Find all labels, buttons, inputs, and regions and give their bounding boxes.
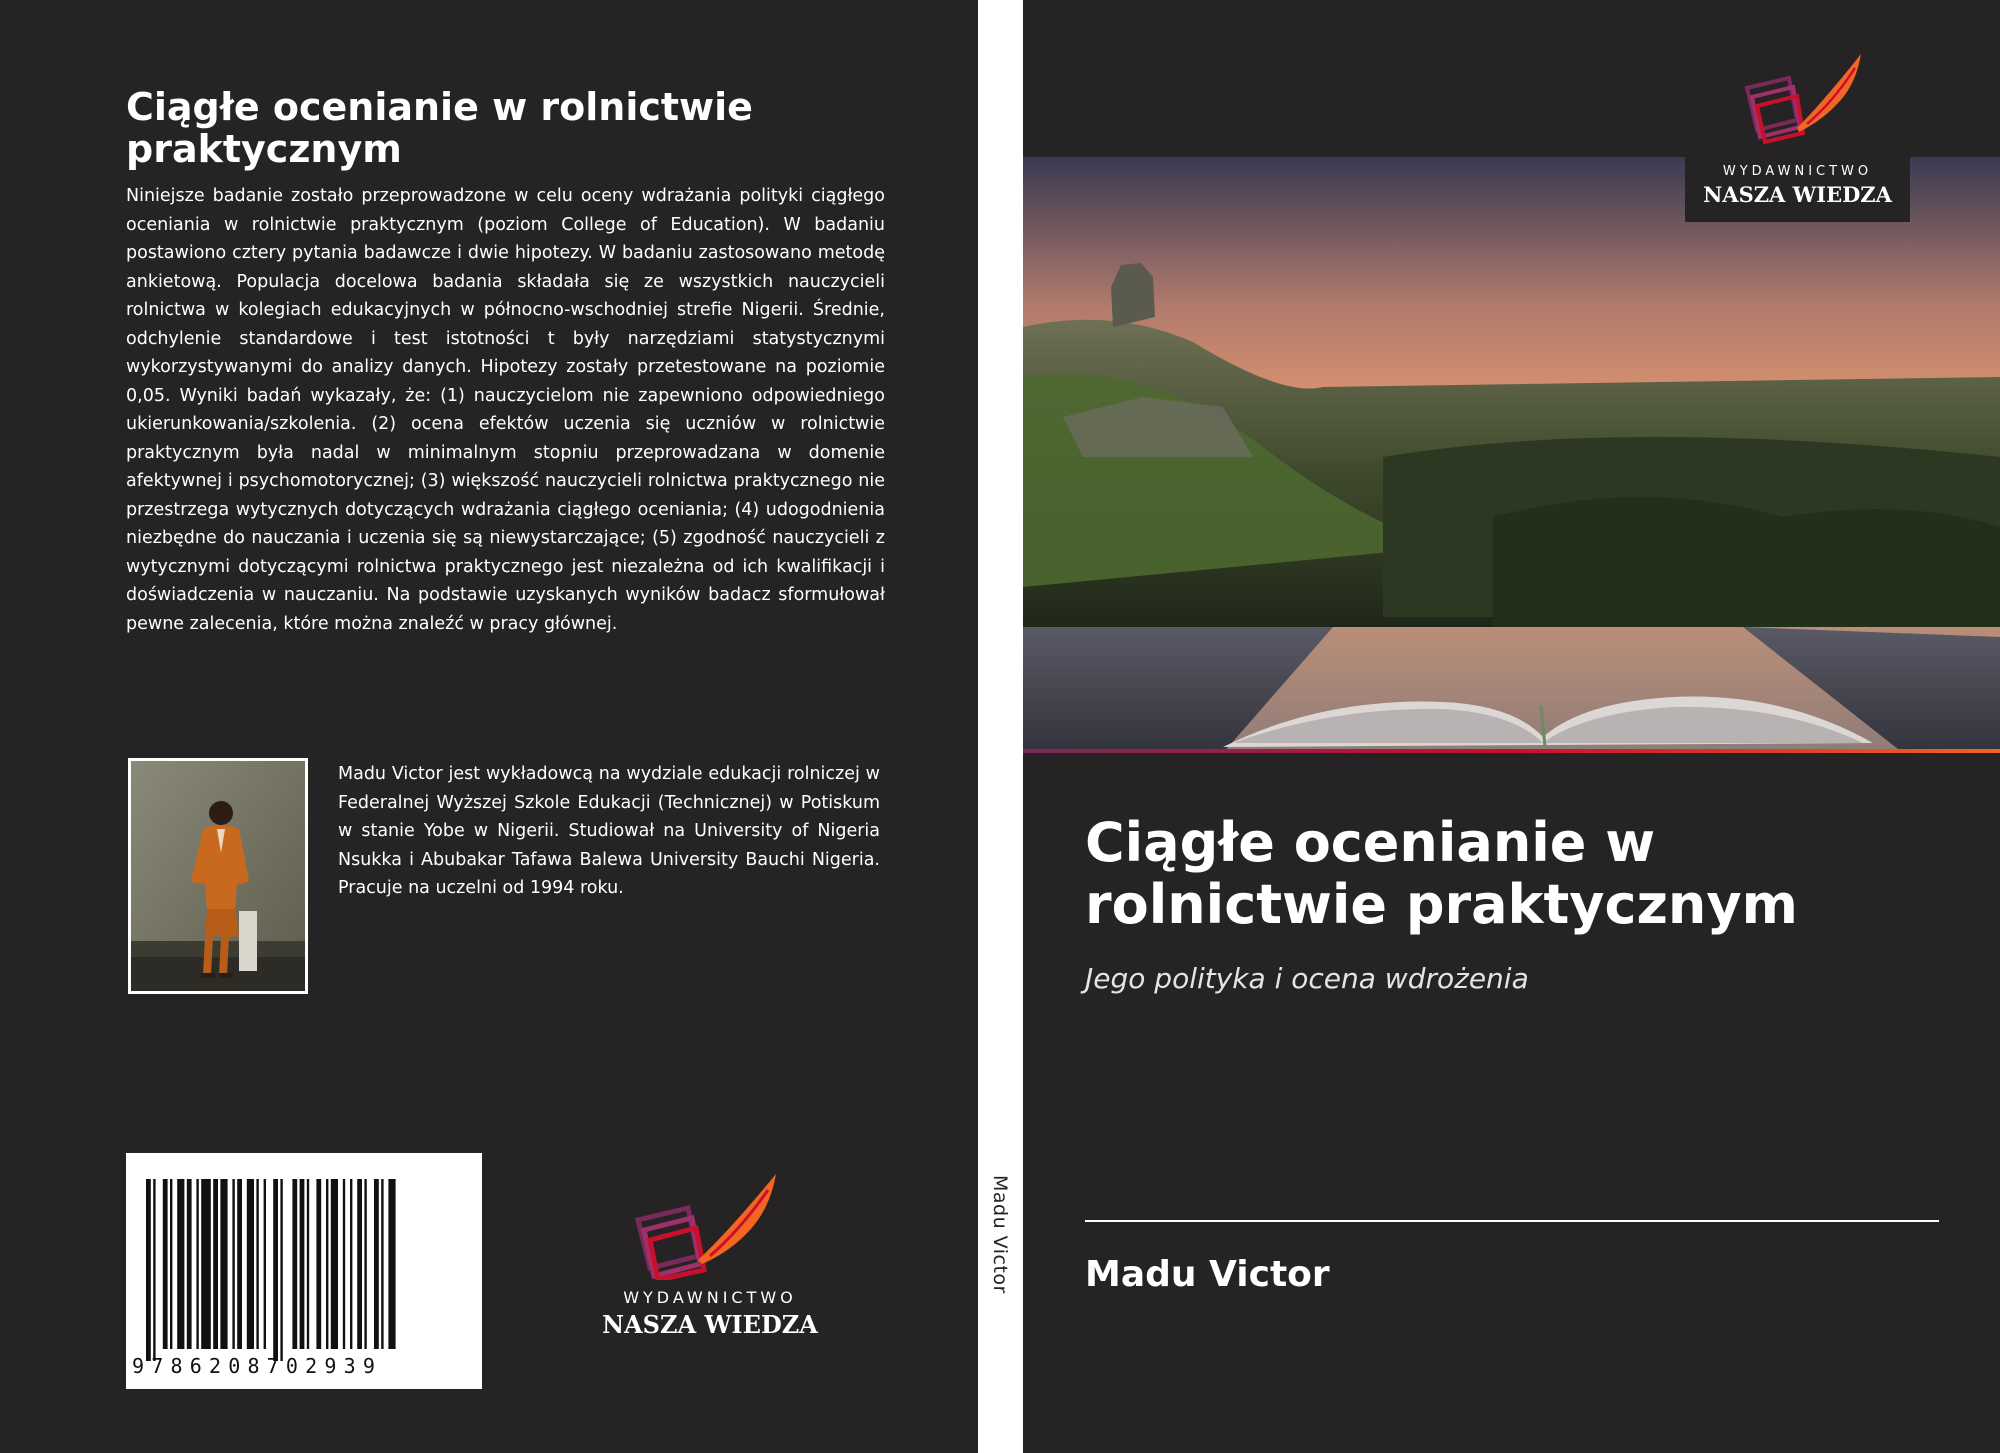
isbn-barcode (126, 1153, 482, 1389)
barcode-bar (187, 1179, 192, 1349)
barcode-bar (153, 1179, 155, 1361)
book-quill-icon (1685, 40, 1910, 170)
barcode-bar (247, 1179, 254, 1349)
author-bio: Madu Victor jest wykładowcą na wydziale edukacji rolniczej w Federalnej Wyższej Szkole Edukacji (Technicznej) w Potiskum w stanie Yobe w Nigerii. Studiował na University of Nigeria Nsukka i Abubakar Tafawa Balewa University Bauchi Nigeria. Pracuje na uczelni od 1994 roku. (338, 764, 880, 898)
barcode-bar (232, 1179, 234, 1349)
back-cover (0, 0, 978, 1453)
barcode-bar (177, 1179, 184, 1349)
barcode-bar (237, 1179, 242, 1349)
barcode-bar (331, 1179, 338, 1349)
barcode-bar (292, 1179, 297, 1349)
publisher-logo-front-line1: WYDAWNICTWO (1722, 164, 1873, 179)
barcode-bar (300, 1179, 305, 1349)
author-photo (128, 758, 308, 994)
barcode-bar (273, 1179, 278, 1361)
barcode-bar (307, 1179, 309, 1349)
book-description: Niniejsze badanie zostało przeprowadzone w celu oceny wdrażania polityki ciągłego oceniania w rolnictwie praktycznym (poziom College of Education). W badaniu postawiono cztery pytania badawcze i dwie hipotezy. W badaniu zastosowano metodę ankietową. Populacja docelowa badania składała się ze wszystkich nauczycieli rolnictwa w kolegiach edukacyjnych w północno-wschodniej strefie Nigerii. Średnie, odchylenie standardowe i test istotności t były narzędziami statystycznymi wykorzystywanymi do analizy danych. Hipotezy zostały przetestowane na poziomie 0,05. Wyniki badań wykazały, że: (1) nauczycielom nie zapewniono odpowiedniego ukierunkowania/szkolenia. (2) ocena efektów uczenia się uczniów w rolnictwie praktycznym była nadal w minimalnym stopniu przeprowadzana w domenie afektywnej i psychomotorycznej; (3) większość nauczycieli rolnictwa praktycznego nie przestrzega wytycznych dotyczących wdrażania ciągłego oceniania; (4) udogodnienia niezbędne do nauczania i uczenia się są niewystarczające; (5) zgodność nauczycieli z wytycznymi dotyczącymi rolnictwa praktycznego jest niezależna od ich kwalifikacji i doświadczenia w nauczaniu. Na podstawie uzyskanych wyników badacz sformułował pewne zalecenia, które można znaleźć w pracy głównej. (126, 186, 885, 634)
barcode-bar (388, 1179, 395, 1349)
publisher-logo-back (580, 1160, 840, 1350)
publisher-logo-back-line2: NASZA WIEDZA (602, 1310, 818, 1339)
barcode-bar (201, 1179, 211, 1349)
front-cover-title: Ciągłe ocenianie w rolnictwie praktycznym (1085, 811, 1798, 936)
barcode-bar (264, 1179, 266, 1349)
barcode-bar (343, 1179, 345, 1349)
front-cover-subtitle: Jego polityka i ocena wdrożenia (1085, 962, 1529, 995)
isbn-digits: 9786208702939 (132, 1354, 383, 1378)
barcode-bar (374, 1179, 379, 1349)
publisher-logo-front-line2: NASZA WIEDZA (1703, 182, 1892, 207)
barcode-bar (326, 1179, 328, 1349)
book-quill-icon (580, 1160, 840, 1280)
spine-author: Madu Victor (989, 1175, 1011, 1294)
barcode-bar (170, 1179, 172, 1349)
barcode-bar (220, 1179, 227, 1349)
barcode-bar (316, 1179, 321, 1349)
barcode-bar (381, 1179, 383, 1349)
barcode-bar (146, 1179, 151, 1361)
barcode-bar (196, 1179, 198, 1349)
divider (1085, 1220, 1939, 1222)
author-photo-illustration (131, 761, 305, 991)
back-cover-title: Ciągłe ocenianie w rolnictwie praktycznym (126, 85, 753, 171)
barcode-bar (350, 1179, 352, 1349)
publisher-logo-front (1685, 40, 1910, 222)
barcode-bar (213, 1179, 218, 1349)
barcode-bar (357, 1179, 362, 1349)
barcode-bar (280, 1179, 282, 1361)
publisher-logo-back-line1: WYDAWNICTWO (623, 1288, 797, 1307)
front-cover-author: Madu Victor (1085, 1254, 1330, 1295)
barcode-bar (163, 1179, 168, 1349)
cover-landscape-image (1023, 157, 2000, 753)
barcode-bar (256, 1179, 258, 1349)
barcode-bar (364, 1179, 366, 1349)
